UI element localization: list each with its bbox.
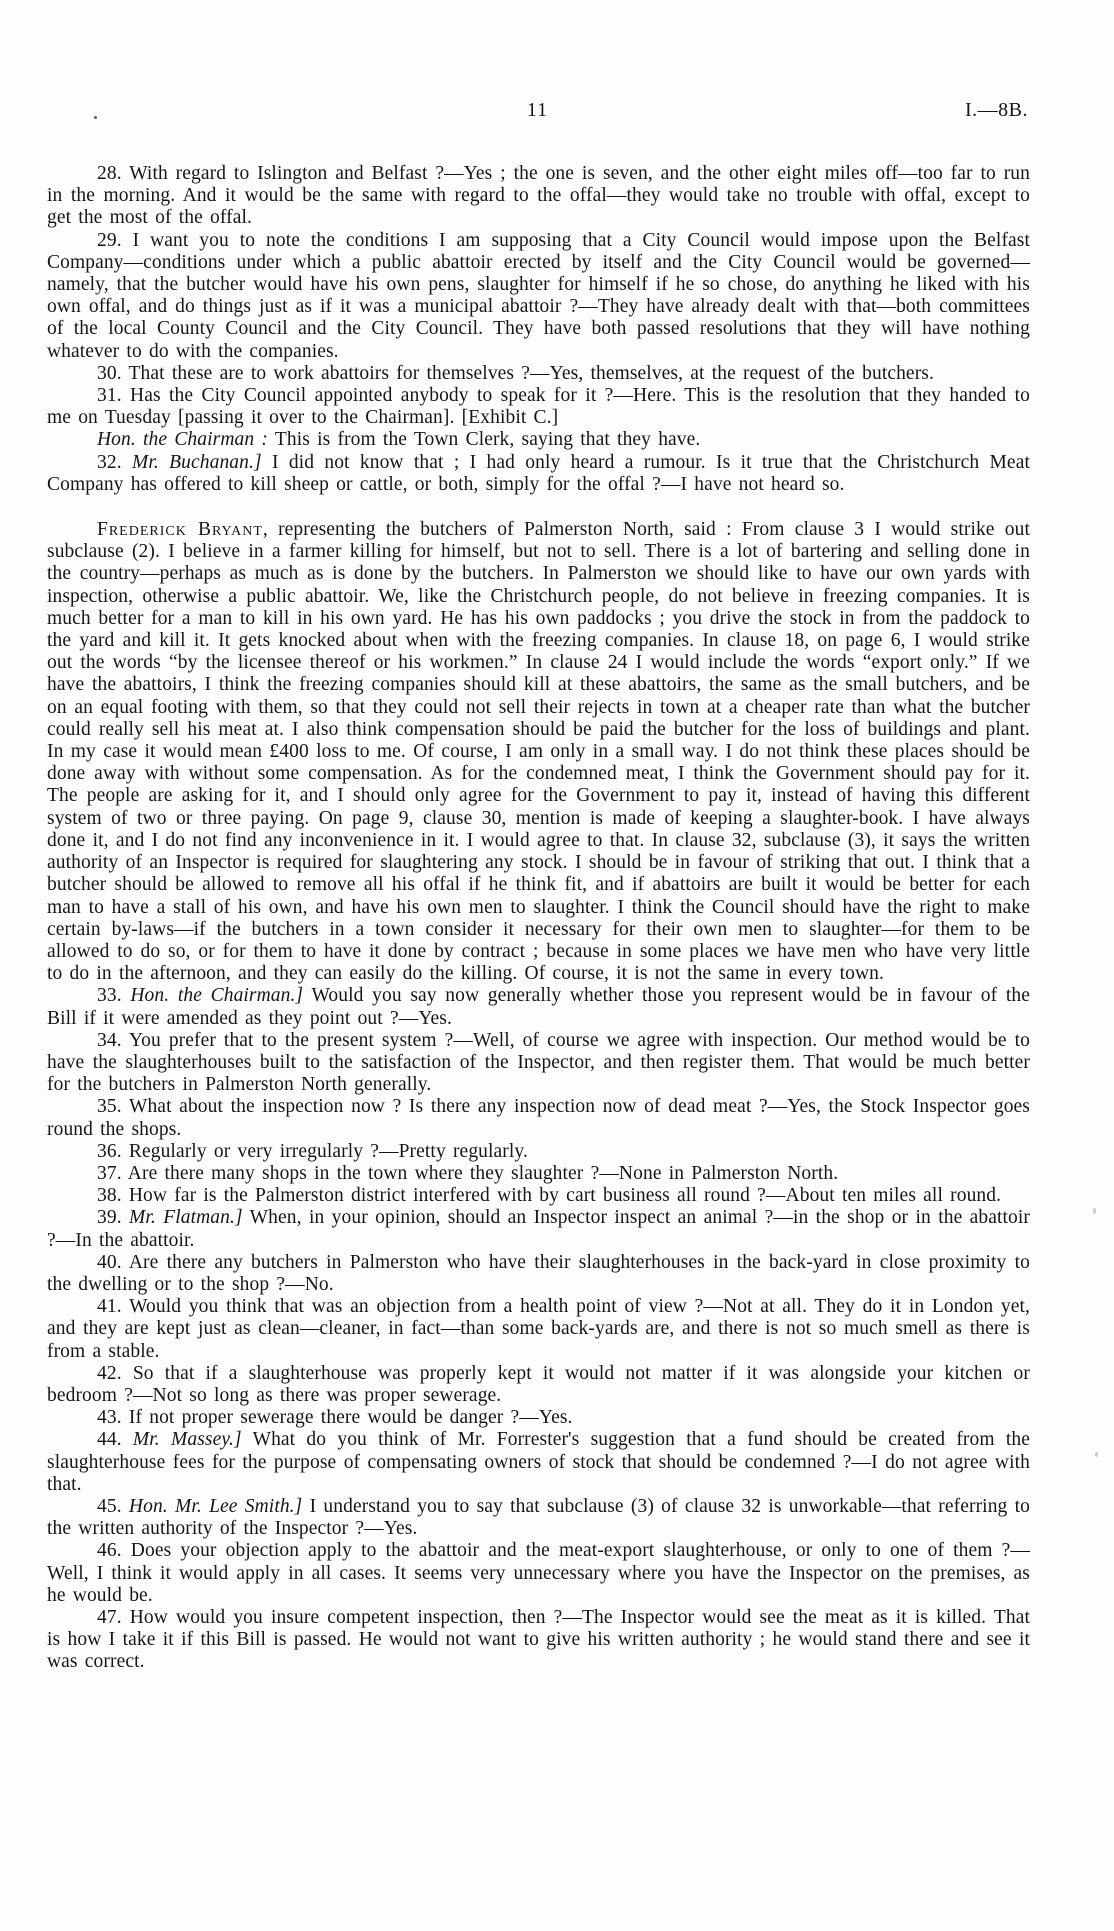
testimony-paragraph [47, 1607, 1030, 1674]
testimony-paragraph [47, 985, 1030, 1029]
testimony-paragraph [47, 1296, 1030, 1363]
testimony-paragraph [47, 1429, 1030, 1496]
paragraph-text: So that if a slaughterhouse was properly kept it would not matter if it was alongside your kitchen or bedroom ?—Not so long as there was proper sewerage. [47, 1362, 1030, 1406]
testimony-body [47, 163, 1030, 1674]
paragraph-text: Does your objection apply to the abattoir and the meat-export slaughterhouse, or only to one of them ?—Well, I think it would apply in all cases. It seems very unnecessary where you have the Inspector on the premises, as he would be. [47, 1540, 1030, 1606]
testimony-paragraph [47, 1540, 1030, 1607]
paragraph-text: You prefer that to the present system ?—Well, of course we agree with inspection. Our method would be to have the slaughterhouses built to the satisfaction of the Inspector, and then register them. That would be much better for the butchers in Palmerston North generally. [47, 1029, 1030, 1096]
testimony-paragraph [47, 163, 1030, 230]
testimony-paragraph [47, 1252, 1030, 1296]
question-number: 40. [97, 1251, 122, 1273]
question-number: 33. [97, 985, 122, 1007]
paragraph-text: Are there any butchers in Palmerston who have their slaughterhouses in the back-yard in close proximity to the dwelling or to the shop ?—No. [47, 1251, 1030, 1295]
question-number: 42. [97, 1362, 122, 1384]
question-number: 31. [97, 385, 122, 407]
question-number: 36. [97, 1140, 122, 1162]
testimony-paragraph [47, 1163, 1030, 1185]
testimony-paragraph [47, 1363, 1030, 1407]
question-number: 43. [97, 1407, 122, 1429]
witness-name: Frederick Bryant [97, 519, 263, 541]
question-number: 29. [97, 229, 122, 251]
paragraph-text: That these are to work abattoirs for themselves ?—Yes, themselves, at the request of the butchers. [128, 362, 934, 384]
testimony-paragraph [47, 1185, 1030, 1207]
scan-artifact [1095, 1452, 1098, 1457]
witness-statement [47, 519, 1030, 985]
question-number: 28. [97, 163, 122, 184]
page-number: 11 [526, 99, 549, 121]
question-number: 45. [97, 1495, 122, 1517]
question-number: 30. [97, 362, 122, 384]
paragraph-text: What about the inspection now ? Is there any inspection now of dead meat ?—Yes, the Stock Inspector goes round the shops. [47, 1096, 1030, 1140]
question-number: 47. [97, 1607, 122, 1628]
paragraph-text: Regularly or very irregularly ?—Pretty regularly. [128, 1140, 528, 1162]
page-header [47, 98, 1028, 122]
testimony-paragraph [47, 452, 1030, 496]
speaker-name: Hon. Mr. Lee Smith.] [128, 1495, 303, 1517]
testimony-paragraph [47, 1141, 1030, 1163]
question-number: 37. [97, 1162, 122, 1184]
speaker-name: Mr. Massey.] [132, 1429, 242, 1451]
paragraph-text: Would you think that was an objection from a health point of view ?—Not at all. They do it in London yet, and they are kept just as clean—cleaner, in fact—than some back-yards are, and there is not so much smell as there is from a stable. [47, 1296, 1030, 1362]
question-number: 44. [97, 1429, 122, 1451]
testimony-paragraph [47, 385, 1030, 429]
speaker-name: Mr. Buchanan.] [131, 451, 262, 473]
paragraph-text: With regard to Islington and Belfast ?—Yes ; the one is seven, and the other eight miles off—too far to run in the morning. And it would be the same with regard to the offal—they would take no trouble with offal, except to get the most of the offal. [47, 163, 1030, 229]
paragraph-text: I understand you to say that subclause (3) of clause 32 is unworkable—that referring to the written authority of the Inspector ?—Yes. [47, 1495, 1030, 1540]
paragraph-text: , representing the butchers of Palmerston North, said : From clause 3 I would strike out subclause (2). I believe in a farmer killing for himself, but not to sell. There is a lot of bartering and selling done in the country—perhaps as much as is done by the butchers. In Palmerston we should like to have our own yards with inspection, otherwise a public abattoir. We, like the Christchurch people, do not believe in freezing companies. It is much better for a man to kill in his own yard. He has his own paddocks ; you drive the stock in from the paddock to the yard and kill it. It gets knocked about when with the freezing companies. In clause 18, on page 6, I would strike out the words “by the licensee thereof or his workmen.” In clause 24 I would include the words “export only.” If we have the abattoirs, I think the freezing companies should kill at these abattoirs, the same as the small butchers, and be on an equal footing with them, so that they could not sell their rejects in town at a cheaper rate than what the butcher could really sell his meat at. I also think compensation should be paid the butcher for the loss of buildings and plant. In my case it would mean £400 loss to me. Of course, I am only in a small way. I do not think these places should be done away with without some compensation. As for the condemned meat, I think the Government should pay for it. The people are asking for it, and I should only agree for the Government to pay it, instead of having this different system of two or three paying. On page 9, clause 30, mention is made of keeping a slaughter-book. I have always done it, and I do not find any inconvenience in it. I would agree to that. In clause 32, subclause (3), it says the written authority of an Inspector is required for slaughtering any stock. I should be in favour of striking that out. I think that a butcher should be allowed to remove all his offal if he think fit, and if abattoirs are built it would be better for each man to have a stall of his own, and have his own men to slaughter. I think the Council should have the right to make certain by-laws—if the butchers in a town consider it necessary for their own men to slaughter—for them to be allowed to do so, or for them to have it done by contract ; because in some places we have men who have very little to do in the afternoon, and they can easily do the killing. Of course, it is not the same in every town. [47, 519, 1031, 985]
paragraph-text: If not proper sewerage there would be danger ?—Yes. [128, 1407, 573, 1429]
speaker-name: Mr. Flatman.] [129, 1207, 243, 1229]
question-number: 41. [97, 1296, 122, 1318]
testimony-paragraph [47, 363, 1030, 385]
testimony-paragraph [47, 1496, 1030, 1540]
paragraph-text: Has the City Council appointed anybody to speak for it ?—Here. This is the resolution that they handed to me on Tuesday [passing it over to the Chairman]. [Exhibit C.] [47, 385, 1030, 429]
question-number: 32. [97, 451, 122, 473]
question-number: 39. [97, 1207, 122, 1229]
speaker-name: Hon. the Chairman : [97, 429, 268, 451]
chairman-interjection [47, 429, 1030, 451]
paper-folio-reference: I.—8B. [965, 99, 1028, 121]
question-number: 38. [97, 1185, 122, 1207]
paragraph-text: I want you to note the conditions I am supposing that a City Council would impose upon the Belfast Company—conditions under which a public abattoir erected by itself and the City Council would be governed—namely, that the butcher would have his own pens, slaughter for himself if he so chose, do anything he liked with his own offal, and do things just as if it was a municipal abattoir ?—They have already dealt with that—both committees of the local County Council and the City Council. They have both passed resolutions that they will have nothing whatever to do with the companies. [47, 229, 1030, 362]
testimony-paragraph [47, 1096, 1030, 1140]
question-number: 46. [97, 1540, 122, 1562]
paragraph-text: When, in your opinion, should an Inspector inspect an animal ?—in the shop or in the abattoir ?—In the abattoir. [47, 1207, 1031, 1251]
testimony-paragraph [47, 1207, 1030, 1251]
testimony-paragraph [47, 230, 1030, 363]
paragraph-text: How would you insure competent inspection, then ?—The Inspector would see the meat as it is killed. That is how I take it if this Bill is passed. He would not want to give his written authority ; he would stand there and see it was correct. [47, 1607, 1030, 1673]
speaker-name: Hon. the Chairman.] [130, 985, 304, 1007]
testimony-paragraph [47, 1407, 1030, 1429]
paragraph-text: Would you say now generally whether those you represent would be in favour of the Bill if it were amended as they point out ?—Yes. [47, 985, 1030, 1029]
scan-artifact [1093, 1208, 1096, 1214]
paragraph-text: Are there many shops in the town where they slaughter ?—None in Palmerston North. [127, 1162, 839, 1184]
question-number: 34. [97, 1029, 122, 1051]
question-number: 35. [97, 1096, 122, 1118]
paragraph-text: This is from the Town Clerk, saying that they have. [274, 429, 701, 451]
paragraph-text: What do you think of Mr. Forrester's suggestion that a fund should be created from the slaughterhouse fees for the purpose of compensating owners of stock that should be condemned ?—I do not agree with that. [47, 1429, 1030, 1495]
paragraph-text: I did not know that ; I had only heard a rumour. Is it true that the Christchurch Meat Company has offered to kill sheep or cattle, or both, simply for the offal ?—I have not heard so. [47, 451, 1030, 495]
testimony-paragraph [47, 1030, 1030, 1097]
paragraph-text: How far is the Palmerston district interfered with by cart business all round ?—About ten miles all round. [128, 1185, 1002, 1207]
